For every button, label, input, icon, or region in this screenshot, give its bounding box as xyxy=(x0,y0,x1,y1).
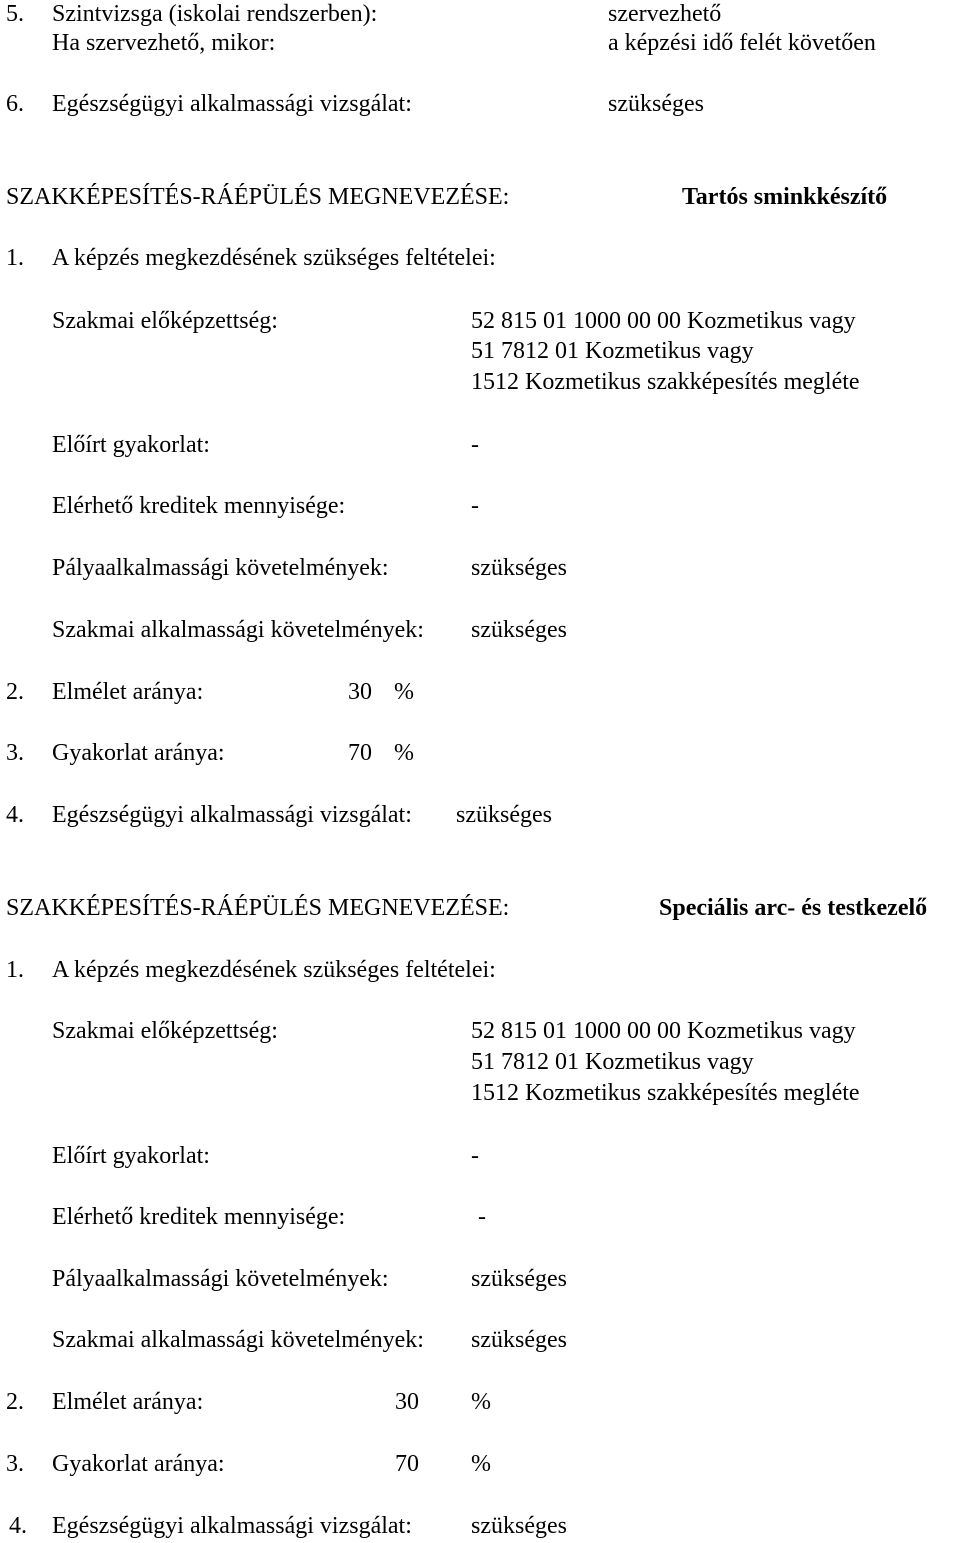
item-number: 3. xyxy=(6,740,24,766)
item-number: 4. xyxy=(6,802,24,828)
field-value: 30 xyxy=(395,1389,419,1415)
field-value: szükséges xyxy=(471,617,567,643)
field-label: Egészségügyi alkalmassági vizsgálat: xyxy=(52,1513,412,1539)
section-title: Tartós sminkkészítő xyxy=(682,184,888,210)
field-value: 30 xyxy=(348,679,372,705)
field-label: Elmélet aránya: xyxy=(52,679,204,705)
percent-unit: % xyxy=(394,740,414,766)
field-value: szükséges xyxy=(471,555,567,581)
item-number: 2. xyxy=(6,679,24,705)
section-heading: SZAKKÉPESÍTÉS-RÁÉPÜLÉS MEGNEVEZÉSE: xyxy=(6,895,510,921)
field-value: 70 xyxy=(395,1451,419,1477)
field-value: a képzési idő felét követően xyxy=(608,30,876,56)
item-number: 3. xyxy=(6,1451,24,1477)
field-label: Gyakorlat aránya: xyxy=(52,740,225,766)
field-label: Ha szervezhető, mikor: xyxy=(52,30,276,56)
field-value: szükséges xyxy=(471,1513,567,1539)
field-value: 1512 Kozmetikus szakképesítés megléte xyxy=(471,1080,860,1106)
field-value: 51 7812 01 Kozmetikus vagy xyxy=(471,338,754,364)
item-number: 5. xyxy=(6,1,24,27)
item-number: 1. xyxy=(6,957,24,983)
field-label: Előírt gyakorlat: xyxy=(52,1143,210,1169)
section-title: Speciális arc- és testkezelő xyxy=(659,895,928,921)
field-label: Elmélet aránya: xyxy=(52,1389,204,1415)
field-value: szükséges xyxy=(471,1266,567,1292)
percent-unit: % xyxy=(471,1451,491,1477)
field-value: - xyxy=(471,493,479,519)
item-number: 4. xyxy=(9,1513,27,1539)
field-label: Egészségügyi alkalmassági vizsgálat: xyxy=(52,91,412,117)
field-label: Szakmai alkalmassági követelmények: xyxy=(52,617,424,643)
field-value: 52 815 01 1000 00 00 Kozmetikus vagy xyxy=(471,308,856,334)
field-value: - xyxy=(471,1143,479,1169)
field-label: Előírt gyakorlat: xyxy=(52,432,210,458)
field-label: Egészségügyi alkalmassági vizsgálat: xyxy=(52,802,412,828)
field-value: szükséges xyxy=(471,1327,567,1353)
field-value: 1512 Kozmetikus szakképesítés megléte xyxy=(471,369,860,395)
field-label: Pályaalkalmassági követelmények: xyxy=(52,555,389,581)
field-label: Szakmai előképzettség: xyxy=(52,1018,278,1044)
field-label: A képzés megkezdésének szükséges feltételei: xyxy=(52,957,496,983)
field-value: szükséges xyxy=(456,802,552,828)
field-label: Pályaalkalmassági követelmények: xyxy=(52,1266,389,1292)
field-label: Szintvizsga (iskolai rendszerben): xyxy=(52,1,378,27)
field-label: A képzés megkezdésének szükséges feltételei: xyxy=(52,245,496,271)
field-label: Gyakorlat aránya: xyxy=(52,1451,225,1477)
field-value: szervezhető xyxy=(608,1,722,27)
field-value: szükséges xyxy=(608,91,704,117)
item-number: 6. xyxy=(6,91,24,117)
field-value: 52 815 01 1000 00 00 Kozmetikus vagy xyxy=(471,1018,856,1044)
field-value: 51 7812 01 Kozmetikus vagy xyxy=(471,1049,754,1075)
field-value: - xyxy=(471,432,479,458)
field-value: - xyxy=(478,1204,486,1230)
section-heading: SZAKKÉPESÍTÉS-RÁÉPÜLÉS MEGNEVEZÉSE: xyxy=(6,184,510,210)
field-label: Szakmai előképzettség: xyxy=(52,308,278,334)
percent-unit: % xyxy=(471,1389,491,1415)
field-label: Elérhető kreditek mennyisége: xyxy=(52,1204,346,1230)
item-number: 1. xyxy=(6,245,24,271)
field-value: 70 xyxy=(348,740,372,766)
item-number: 2. xyxy=(6,1389,24,1415)
percent-unit: % xyxy=(394,679,414,705)
field-label: Elérhető kreditek mennyisége: xyxy=(52,493,346,519)
field-label: Szakmai alkalmassági követelmények: xyxy=(52,1327,424,1353)
